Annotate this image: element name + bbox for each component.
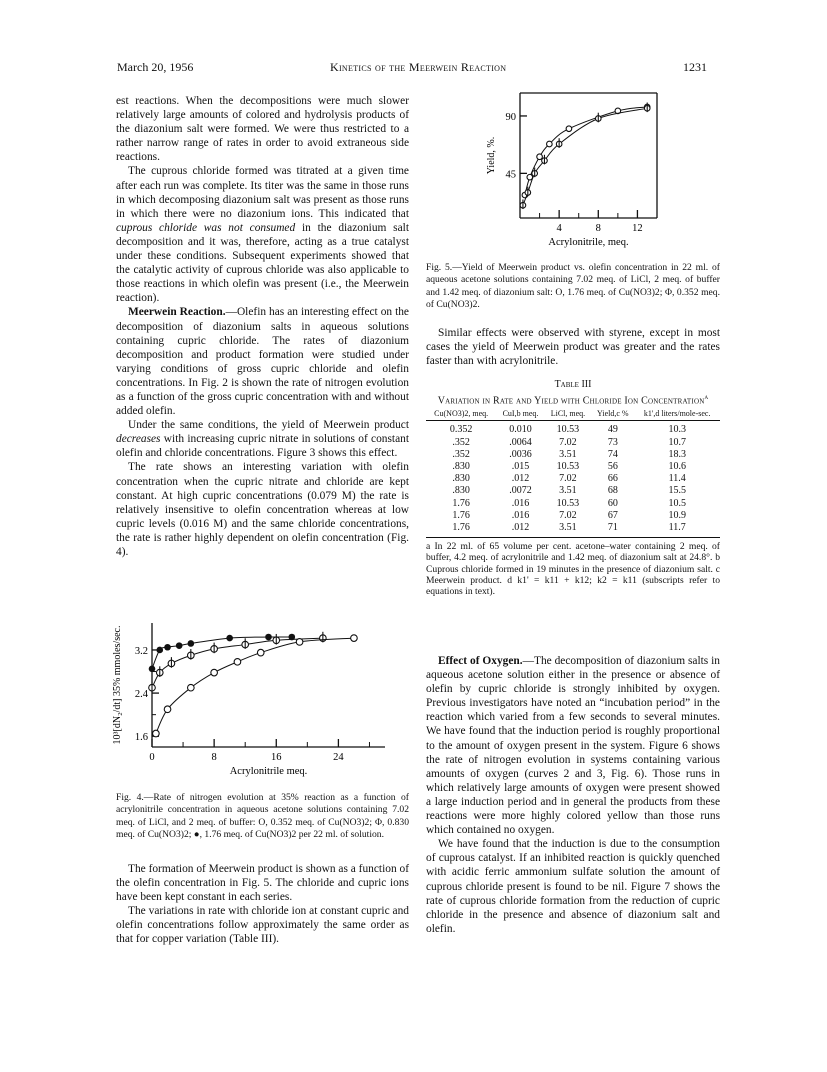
x-tick-label: 8 xyxy=(211,752,217,763)
data-point xyxy=(164,644,171,651)
table-cell: 10.9 xyxy=(668,509,686,521)
paragraph: The formation of Meerwein product is shown as a function of the olefin concentration in Fig. 5. The chloride and cupric ions have been kept constant in each series. xyxy=(116,863,409,904)
table-cell: 56 xyxy=(607,460,618,472)
table-cell: .830 xyxy=(452,473,470,485)
paragraph: The cuprous chloride formed was titrated at a given time after each run was complete. Its titer was the same in those runs in which decomposing diazonium salt was present as those runs in which there were no diazonium ions. This indicated that cuprous chloride was not consumed in the diazonium salt decomposition and it was, therefore, acting as a true catalyst under these conditions. Subsequent experiments showed that the catalytic activity of cuprous chloride was also applicable to those reactions in which olefin was present (i.e., the Meerwein reaction). xyxy=(116,165,409,305)
table-cell: 60 xyxy=(607,497,618,509)
table-row xyxy=(426,421,720,437)
table-cell: .0072 xyxy=(509,485,532,497)
data-point xyxy=(296,639,303,646)
data-point xyxy=(153,730,160,737)
section-heading: Effect of Oxygen. xyxy=(438,655,523,667)
paragraph: Effect of Oxygen.—The decomposition of diazonium salts in aqueous acetone solution either in the presence or absence of olefin by cupric chloride is strongly inhibited by oxygen. Previous investigators have noted an “incubation period” in the reaction which varied from a few seconds to several minutes. We have found that the induction period is roughly proportional to the amount of oxygen present in the system. Figure 6 shows the rate of nitrogen evolution in systems containing various amounts of oxygen (curves 2 and 3, Fig. 6). Those runs in which relatively large amounts of oxygen were present showed a large induction period and in general the products from these reactions were more highly colored yellow than those runs which contained no oxygen. xyxy=(426,655,720,837)
table-row xyxy=(426,473,720,485)
y-axis-label: 10³[dN₂/dt] 35% mmoles/sec. xyxy=(112,625,123,745)
data-point xyxy=(351,635,358,642)
table-cell: 18.3 xyxy=(668,448,686,460)
table-row xyxy=(426,522,720,538)
table-cell: 10.7 xyxy=(668,436,686,448)
table-cell: 10.53 xyxy=(556,497,580,509)
table-cell: 73 xyxy=(607,436,618,448)
table-cell: 10.53 xyxy=(556,424,580,436)
table-cell: .012 xyxy=(511,473,530,485)
section-heading: Meerwein Reaction. xyxy=(128,306,226,319)
x-tick-label: 4 xyxy=(556,223,562,234)
table-cell: 10.3 xyxy=(668,424,686,436)
data-point xyxy=(257,649,264,656)
table-cell: .012 xyxy=(496,522,544,538)
left-column-text xyxy=(116,94,409,559)
table-row xyxy=(426,449,720,461)
table-cell: 74 xyxy=(607,448,618,460)
table-row xyxy=(426,461,720,473)
running-header-date: March 20, 1956 xyxy=(117,60,194,74)
paragraph: Similar effects were observed with styrene, except in most cases the yield of Meerwein product was greater and the rates faster than with acrylonitrile. xyxy=(426,327,720,368)
paragraph: Under the same conditions, the yield of Meerwein product decreases with increasing cupric nitrate in solutions of constant olefin and chloride concentrations. Figure 3 shows this effect. xyxy=(116,419,409,460)
paragraph: The rate shows an interesting variation with olefin concentration when the cupric nitrate and chloride are kept constant. At high cupric concentrations (0.079 M) the rate is relatively insensitive to olefin concentration whereas at low cupric levels (0.016 M) and the same chloride concentrations, the rate is rather highly dependent on olefin concentration (Fig. 4). xyxy=(116,461,409,558)
table-cell: 1.76 xyxy=(426,522,496,538)
x-tick-label: 24 xyxy=(333,752,344,763)
table-row xyxy=(426,485,720,497)
x-tick-label: 12 xyxy=(632,223,643,234)
data-point xyxy=(211,669,218,676)
y-tick-label: 1.6 xyxy=(134,732,148,744)
table-cell: .0036 xyxy=(509,448,532,460)
data-point xyxy=(164,706,171,713)
data-point xyxy=(188,640,195,647)
data-point xyxy=(265,634,272,641)
table-cell: .352 xyxy=(452,448,470,460)
figure-5-caption: Fig. 5.—Yield of Meerwein product vs. olefin concentration in 22 ml. of aqueous acetone solutions containing 7.02 meq. of LiCl, 2 meq. of buffer and 1.42 meq. of diazonium salt: O, 1.76 meq. of Cu(NO3)2; Φ, 0.352 meq. of Cu(NO3)2. xyxy=(426,262,720,311)
table-header: CuI,b meq. xyxy=(496,407,544,421)
table-cell: .0064 xyxy=(509,436,532,448)
y-axis-label: Yield, %. xyxy=(486,136,497,175)
table-cell: .830 xyxy=(452,460,470,472)
table-cell: 1.76 xyxy=(452,497,470,509)
y-tick-label: 90 xyxy=(505,111,516,123)
right-column-text-bottom xyxy=(426,654,720,936)
data-table xyxy=(426,407,720,538)
table-cell: 11.7 xyxy=(634,522,720,538)
table-cell: .016 xyxy=(511,497,530,509)
table-label: Table III xyxy=(554,379,592,390)
figure-5-chart xyxy=(482,88,682,258)
right-column-text xyxy=(426,326,720,368)
table-cell: 15.5 xyxy=(668,485,686,497)
table-cell: 3.51 xyxy=(559,485,577,497)
table-iii xyxy=(426,378,720,597)
table-cell: 11.4 xyxy=(668,473,686,485)
data-point xyxy=(176,642,183,649)
table-cell: .352 xyxy=(452,436,470,448)
data-point xyxy=(188,684,195,691)
table-cell: 0.010 xyxy=(509,424,532,436)
table-cell: 0.352 xyxy=(449,424,473,436)
table-cell: 10.6 xyxy=(668,460,686,472)
left-column-text-bottom xyxy=(116,862,409,947)
table-cell: 3.51 xyxy=(559,448,577,460)
table-cell: .830 xyxy=(452,485,470,497)
paragraph: The variations in rate with chloride ion at constant cupric and olefin concentrations follow approximately the same order as that for copper variation (Table III). xyxy=(116,905,409,946)
y-tick-label: 2.4 xyxy=(134,689,148,701)
data-point xyxy=(566,126,572,132)
table-row xyxy=(426,510,720,522)
table-footnotes: a In 22 ml. of 65 volume per cent. acetone–water containing 2 meq. of buffer, 4.2 meq. of acrylonitrile and 1.42 meq. of diazonium salt at 24.8°. b Cuprous chloride formed in 19 minutes in the presence of diazonium salt. c Meerwein product. d k1' = k11 + k12; k2 = k11 (subscripts refer to equations in text). xyxy=(426,541,720,597)
table-cell: 3.51 xyxy=(545,522,592,538)
x-tick-label: 0 xyxy=(149,752,155,763)
x-axis-label: Acrylonitrile, meq. xyxy=(548,237,629,248)
table-cell: 66 xyxy=(607,473,618,485)
x-tick-label: 16 xyxy=(271,752,282,763)
table-header: Yield,c % xyxy=(591,407,634,421)
table-cell: 10.53 xyxy=(556,460,580,472)
data-point xyxy=(149,666,156,673)
figure-4-caption: Fig. 4.—Rate of nitrogen evolution at 35% reaction as a function of acrylonitrile concentration in aqueous acetone solutions containing 7.02 meq. of LiCl, and 2 meq. of buffer: O, 0.352 meq. of Cu(NO3)2; Φ, 0.830 meq. of Cu(NO3)2; ●, 1.76 meq. of Cu(NO3)2 per 22 ml. of solution. xyxy=(116,792,409,841)
table-cell: 49 xyxy=(607,424,618,436)
data-point xyxy=(547,141,553,147)
y-tick-label: 45 xyxy=(505,169,516,181)
paragraph: Meerwein Reaction.—Olefin has an interesting effect on the decomposition of diazonium salts in aqueous solutions containing cupric chloride. The rates of diazonium decomposition and product formation were studied under varying conditions of gross cupric chloride and olefin concentrations. In Fig. 2 is shown the rate of nitrogen evolution as a function of the gross cupric concentration with and without added olefin. xyxy=(116,306,409,418)
table-cell: 67 xyxy=(607,509,618,521)
table-cell: 7.02 xyxy=(559,436,577,448)
page-number: 1231 xyxy=(683,60,707,74)
paragraph: est reactions. When the decompositions were much slower relatively large amounts of colored and hydrolysis products of the diazonium salt were formed. We were thus restricted to a rather narrow range of rates in order to avoid extraneous side reactions. xyxy=(116,95,409,164)
y-tick-label: 3.2 xyxy=(134,645,148,657)
series-curve xyxy=(156,638,354,733)
table-row xyxy=(426,437,720,449)
table-cell: 10.5 xyxy=(668,497,686,509)
table-cell: .016 xyxy=(511,509,530,521)
table-header: LiCl, meq. xyxy=(545,407,592,421)
table-cell: .015 xyxy=(511,460,530,472)
data-point xyxy=(156,647,163,654)
series-curve xyxy=(525,107,647,195)
paragraph: We have found that the induction is due to the consumption of cuprous catalyst. If an inhibited reaction is quickly quenched with acidic ferric ammonium sulfate solution the amount of cuprous chloride present is found to be nil. Figure 7 shows the rate of cuprous chloride formation from the reduction of cupric chloride in the presence and absence of diazonium salt and olefin. xyxy=(426,838,720,935)
running-header-title: Kinetics of the Meerwein Reaction xyxy=(330,60,507,74)
table-cell: 68 xyxy=(607,485,618,497)
table-cell: 1.76 xyxy=(452,509,470,521)
table-header: k1',d liters/mole-sec. xyxy=(634,407,720,421)
table-cell: 7.02 xyxy=(559,509,577,521)
table-row xyxy=(426,498,720,510)
table-header: Cu(NO3)2, meq. xyxy=(426,407,496,421)
table-title: Variation in Rate and Yield with Chloride Ion Concentration$^a$ xyxy=(437,393,709,407)
data-point xyxy=(537,154,543,160)
x-tick-label: 8 xyxy=(595,223,601,234)
data-point xyxy=(226,635,233,642)
table-cell: 71 xyxy=(591,522,634,538)
table-cell: 7.02 xyxy=(559,473,577,485)
figure-4-chart xyxy=(110,615,400,790)
x-axis-label: Acrylonitrile meq. xyxy=(229,766,308,777)
data-point xyxy=(234,659,241,666)
